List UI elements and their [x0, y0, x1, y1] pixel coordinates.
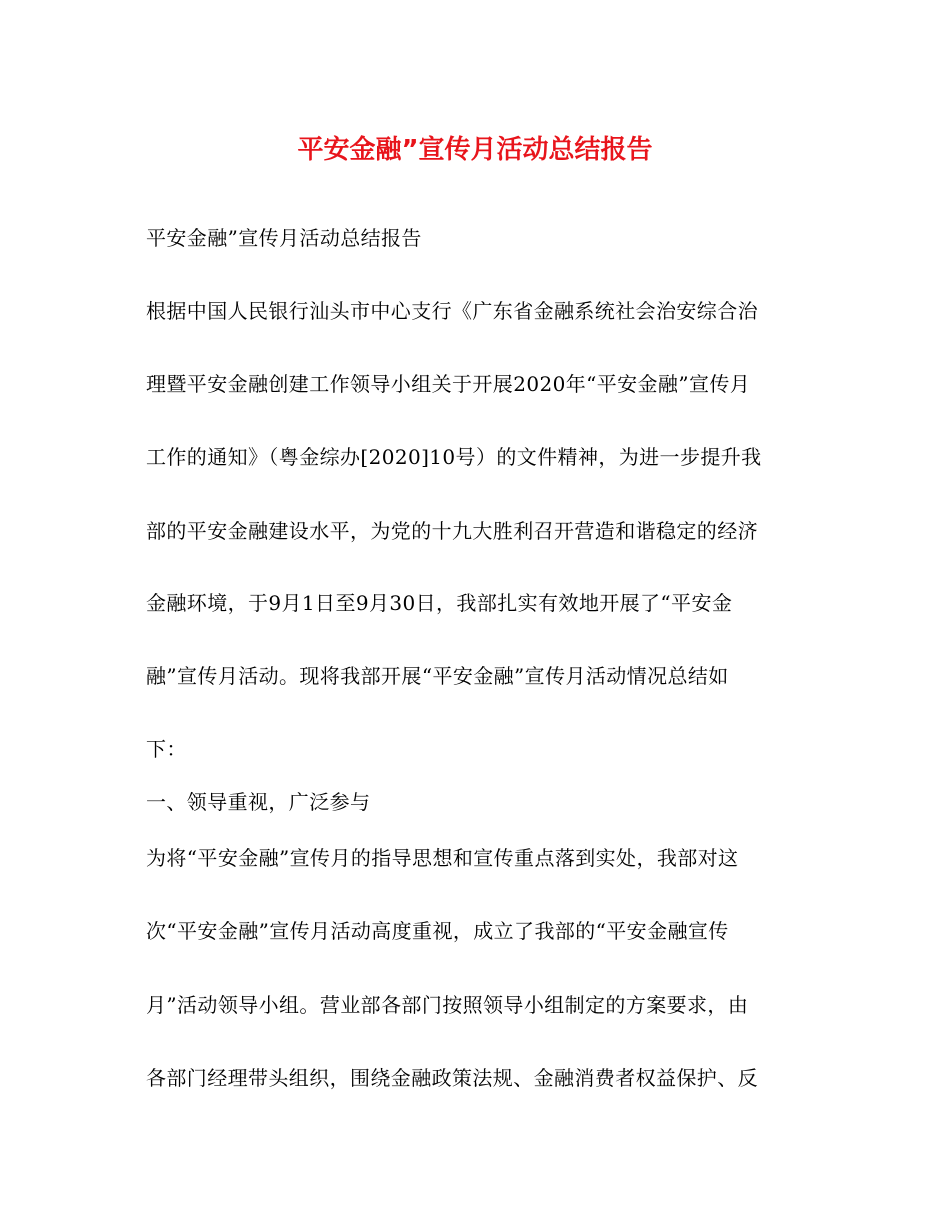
paragraph-line: 月”活动领导小组。营业部各部门按照领导小组制定的方案要求，由 [146, 993, 749, 1017]
paragraph-line: 理暨平安金融创建工作领导小组关于开展2020年“平安金融”宣传月 [146, 372, 751, 396]
paragraph-line: 下： [146, 737, 187, 761]
paragraph-line: 根据中国人民银行汕头市中心支行《广东省金融系统社会治安综合治 [146, 299, 758, 323]
document-subtitle: 平安金融”宣传月活动总结报告 [146, 226, 422, 250]
paragraph-line: 各部门经理带头组织，围绕金融政策法规、金融消费者权益保护、反 [146, 1066, 758, 1090]
paragraph-line: 为将“平安金融”宣传月的指导思想和宣传重点落到实处，我部对这 [146, 846, 739, 870]
paragraph-line: 工作的通知》（粤金综办[2020]10号）的文件精神，为进一步提升我 [146, 445, 762, 469]
paragraph-line: 融”宣传月活动。现将我部开展“平安金融”宣传月活动情况总结如 [146, 664, 729, 688]
document-title: 平安金融”宣传月活动总结报告 [297, 135, 653, 165]
section-heading: 一、领导重视，广泛参与 [146, 790, 371, 814]
paragraph-line: 次“平安金融”宣传月活动高度重视，成立了我部的“平安金融宣传 [146, 919, 729, 943]
paragraph-line: 金融环境，于9月1日至9月30日，我部扎实有效地开展了“平安金 [146, 591, 733, 615]
paragraph-line: 部的平安金融建设水平，为党的十九大胜利召开营造和谐稳定的经济 [146, 519, 758, 543]
